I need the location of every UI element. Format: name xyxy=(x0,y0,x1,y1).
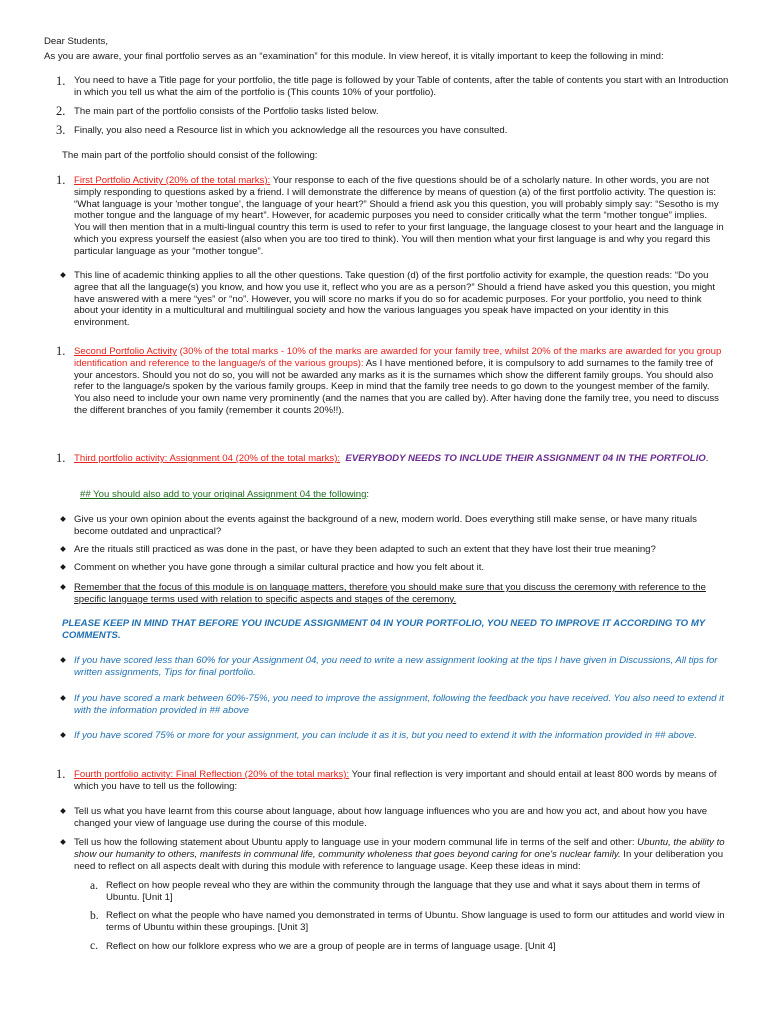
list-number: 2. xyxy=(56,104,66,118)
second-activity-title: Second Portfolio Activity xyxy=(74,346,177,357)
sub-item-unit-3: Reflect on what the people who have named you demonstrated in terms of Ubuntu. Show language is used to form our attitudes and world view in terms of Ubuntu within these groupings. [Unit 3] xyxy=(106,910,725,933)
ubuntu-statement: Ubuntu, the ability to show our humanity to others, manifests in communal life, community wholeness that goes beyond caring for one's nuclear family. xyxy=(74,837,725,860)
sub-item-unit-1: Reflect on how people reveal who they are within the community through the language that they use and what it says about them in terms of Ubuntu. [Unit 1] xyxy=(106,880,701,903)
bullet-diamond-icon xyxy=(60,732,66,738)
third-activity-heading: Third portfolio activity: Assignment 04 (20% of the total marks): EVERYBODY NEEDS TO INCLUDE THEIR ASSIGNMENT 04 IN THE PORTFOLIO. xyxy=(74,453,709,464)
list-number: 1. xyxy=(56,767,66,781)
third-activity-emphasis: EVERYBODY NEEDS TO INCLUDE THEIR ASSIGNMENT 04 IN THE PORTFOLIO xyxy=(345,453,706,464)
score-below-60-bullet: If you have scored less than 60% for your Assignment 04, you need to write a new assignment looking at the tips I have given in Discussions, All tips for written assignments, Tips for final portfolio. xyxy=(74,655,718,678)
second-activity-paragraph xyxy=(74,346,724,417)
first-activity-paragraph xyxy=(74,175,724,258)
bullet-diamond-icon xyxy=(60,695,66,701)
list-number: 1. xyxy=(56,451,66,465)
keep-in-mind-warning: PLEASE KEEP IN MIND THAT BEFORE YOU INCUDE ASSIGNMENT 04 IN YOUR PORTFOLIO, YOU NEED TO IMPROVE IT ACCORDING TO MY COMMENTS. xyxy=(62,618,706,641)
bullet-diamond-icon xyxy=(60,584,66,590)
bullet-diamond-icon xyxy=(60,839,66,845)
bullet-diamond-icon xyxy=(60,516,66,522)
fourth-activity-body: Your final reflection is very important and should entail at least 800 words by means of which you have to tell us the following: xyxy=(74,769,717,792)
main-part-intro: The main part of the portfolio should consist of the following: xyxy=(62,150,318,161)
fourth-activity-title: Fourth portfolio activity: Final Reflection (20% of the total marks): xyxy=(74,769,350,780)
language-focus-bullet: Remember that the focus of this module is on language matters, therefore you should make sure that you discuss the ceremony with reference to the specific language terms used with relation to specific aspects and stages of the ceremony. xyxy=(74,582,706,605)
assignment-addition-note: ## You should also add to your original Assignment 04 the following: xyxy=(80,489,370,500)
ubuntu-bullet: Tell us how the following statement about Ubuntu apply to language use in your modern communal life in terms of the self and other: Ubuntu, the ability to show our humanity to others, manifests in communal life, community wholeness that goes beyond caring for one's nuclear family. In your deliberation you need to reflect on all aspects dealt with during this module with reference to language usage. Keep these ideas in mind: xyxy=(74,837,725,872)
greeting: Dear Students, xyxy=(44,36,108,47)
fourth-activity-paragraph xyxy=(74,769,724,793)
list-number: 1. xyxy=(56,173,66,187)
list-item-title-page: You need to have a Title page for your portfolio, the title page is followed by your Table of contents, after the table of contents you start with an Introduction in which you tell us what the aim of the portfolio is (This counts 10% of your portfolio). xyxy=(74,75,729,98)
bullet-diamond-icon xyxy=(60,272,66,278)
opinion-bullet: Give us your own opinion about the events against the background of a new, modern world. Does everything still make sense, or have many rituals become outdated and unpractical? xyxy=(74,514,697,537)
bullet-diamond-icon xyxy=(60,564,66,570)
intro-paragraph: As you are aware, your final portfolio serves as an “examination” for this module. In view hereof, it is vitally important to keep the following in mind: xyxy=(44,51,664,62)
first-activity-title: First Portfolio Activity (20% of the total marks): xyxy=(74,175,271,186)
list-item-main-part: The main part of the portfolio consists of the Portfolio tasks listed below. xyxy=(74,106,379,117)
list-number: 1. xyxy=(56,344,66,358)
score-above-75-bullet: If you have scored 75% or more for your assignment, you can include it as it is, but you need to extend it with the information provided in ## above. xyxy=(74,730,697,741)
bullet-diamond-icon xyxy=(60,546,66,552)
sub-item-unit-4: Reflect on how our folklore express who we are a group of people are in terms of language usage. [Unit 4] xyxy=(106,941,556,952)
sub-list-letter: b. xyxy=(90,910,99,922)
second-activity-marks: (30% of the total marks - 10% of the marks are awarded for your family tree, whilst 20% of the marks are awarded for you group identification and reference to the language/s of the various groups): xyxy=(74,346,722,369)
list-item-resource-list: Finally, you also need a Resource list in which you acknowledge all the resources you have consulted. xyxy=(74,125,508,136)
list-number: 1. xyxy=(56,74,66,88)
second-activity-body: As I have mentioned before, it is compulsory to add surnames to the family tree of your ancestors. Should you not do so, you will not be awarded any marks as it is the surnames which show the different family groups. You should also refer to the language/s spoken by the various family groups. Keep in mind that the family tree needs to go down to the youngest member of the family. You also need to include your own name very prominently (and the names that you are called by). After having done the family tree, you need to discuss the different branches of you family (remember it counts 20%!!). xyxy=(74,357,719,416)
list-number: 3. xyxy=(56,123,66,137)
bullet-diamond-icon xyxy=(60,808,66,814)
learnt-bullet: Tell us what you have learnt from this course about language, about how language influences who you are and how you act, and about how you have changed your view of language use during the course of this module. xyxy=(74,806,708,829)
third-activity-title: Third portfolio activity: Assignment 04 (20% of the total marks): xyxy=(74,453,341,464)
sub-list-letter: c. xyxy=(90,940,98,952)
first-activity-body: Your response to each of the five questions should be of a scholarly nature. In other words, you are not simply responding to questions asked by a friend. I will demonstrate the difference by means of question (a) of the first portfolio activity. The question is: “What language is your 'mother tongue', the language of your heart?” Should a friend ask you this question, you will probably simply say: “Sesotho is my mother tongue and the language of my heart”. However, for academic purposes you need to consider critically what the term “mother tongue” implies. You will then mention that in a multi-lingual country this term is used to refer to your first language, the language closest to your heart and the language in which you express yourself the easiest (also when you are too tired to think). You will then mention what your first language is and why you regard this particular language as your “mother tongue”. xyxy=(74,175,724,257)
sub-list-letter: a. xyxy=(90,880,98,892)
cultural-practice-bullet: Comment on whether you have gone through a similar cultural practice and how you felt about it. xyxy=(74,562,485,573)
academic-thinking-bullet: This line of academic thinking applies to all the other questions. Take question (d) of the first portfolio activity for example, the question reads: “Do you agree that all the language(s) you know, and how you use it, reflect who you are as a person?” Should a friend have asked you this question, you might have answered with a mere “yes” or “no”. However, you will score no marks if you do so for academic purposes. For your portfolio, you need to think about your identity in a multicultural and multilingual society and how the various languages you speak have impacted on your identity in this environment. xyxy=(74,270,716,329)
score-60-75-bullet: If you have scored a mark between 60%-75%, you need to improve the assignment, following the feedback you have received. You also need to extend it with the information provided in ## above xyxy=(74,693,724,716)
bullet-diamond-icon xyxy=(60,657,66,663)
rituals-bullet: Are the rituals still practiced as was done in the past, or have they been adapted to such an extent that they have lost their true meaning? xyxy=(74,544,656,555)
